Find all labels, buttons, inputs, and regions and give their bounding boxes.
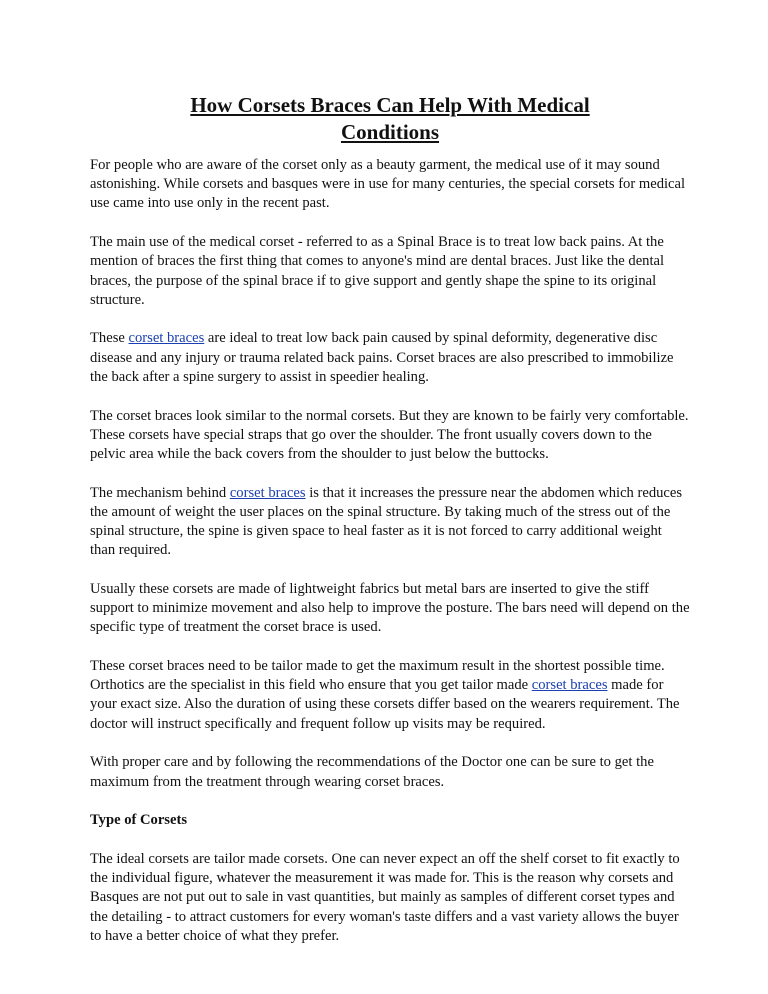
paragraph-mechanism [90,484,690,561]
paragraph-text: The mechanism behind [90,484,230,501]
corset-braces-link[interactable]: corset braces [128,330,205,347]
paragraph-uses [90,329,690,387]
page-title [90,92,690,146]
paragraph-text: is that it increases the pressure near the abdomen which reduces the amount of weight the user places on the spinal structure. By taking much of the stress out of the spinal structure, the spine is given space to heal faster as it is not forced to carry additional weight than required. [90,484,683,559]
title-line-1: How Corsets Braces Can Help With Medical [190,93,590,117]
corset-braces-link[interactable]: corset braces [229,484,306,501]
paragraph-care: With proper care and by following the recommendations of the Doctor one can be sure to get the maximum from the treatment through wearing corset braces. [90,754,654,790]
corset-braces-link[interactable]: corset braces [531,677,608,694]
paragraph-text: These [90,330,129,347]
paragraph-text: are ideal to treat low back pain caused by spinal deformity, degenerative disc disease and any injury or trauma related back pains. Corset braces are also prescribed to immobilize the back after a spine surgery to assist in speedier healing. [90,330,674,385]
paragraph-spinal-brace: The main use of the medical corset - referred to as a Spinal Brace is to treat low back pains. At the mention of braces the first thing that comes to anyone's mind are dental braces. Just like the dental braces, the purpose of the spinal brace if to give support and gently shape the spine to its original structure. [90,234,665,308]
paragraph-appearance: The corset braces look similar to the normal corsets. But they are known to be fairly very comfortable. These corsets have special straps that go over the shoulder. The front usually covers down to the pelvic area while the back covers from the shoulder to just below the buttocks. [90,407,689,462]
paragraph-tailoring [90,657,690,734]
title-line-2: Conditions [340,120,440,144]
paragraph-materials: Usually these corsets are made of lightweight fabrics but metal bars are inserted to give the stiff support to minimize movement and also help to improve the posture. The bars need will depend on the specific type of treatment the corset brace is used. [90,580,690,636]
paragraph-ideal-corsets: The ideal corsets are tailor made corsets. One can never expect an off the shelf corset to fit exactly to the individual figure, whatever the measurement it was made for. This is the reason why corsets and Basques are not put out to sale in vast quantities, but mainly as samples of different corset types and the detailing - to attract customers for every woman's taste differs and a vast variety allows the buyer to have a better choice of what they prefer. [90,850,680,944]
paragraph-intro: For people who are aware of the corset only as a beauty garment, the medical use of it may sound astonishing. While corsets and basques were in use for many centuries, the special corsets for medical use came into use only in the recent past. [90,157,686,212]
paragraph-text: made for your exact size. Also the duration of using these corsets differ based on the wearers requirement. The doctor will instruct specifically and frequent follow up visits may be required. [90,677,680,732]
paragraph-text: These corset braces need to be tailor made to get the maximum result in the shortest possible time. Orthotics are the specialist in this field who ensure that you get tailor made [90,658,665,694]
document-page [90,92,690,966]
section-heading-types: Type of Corsets [90,812,188,829]
